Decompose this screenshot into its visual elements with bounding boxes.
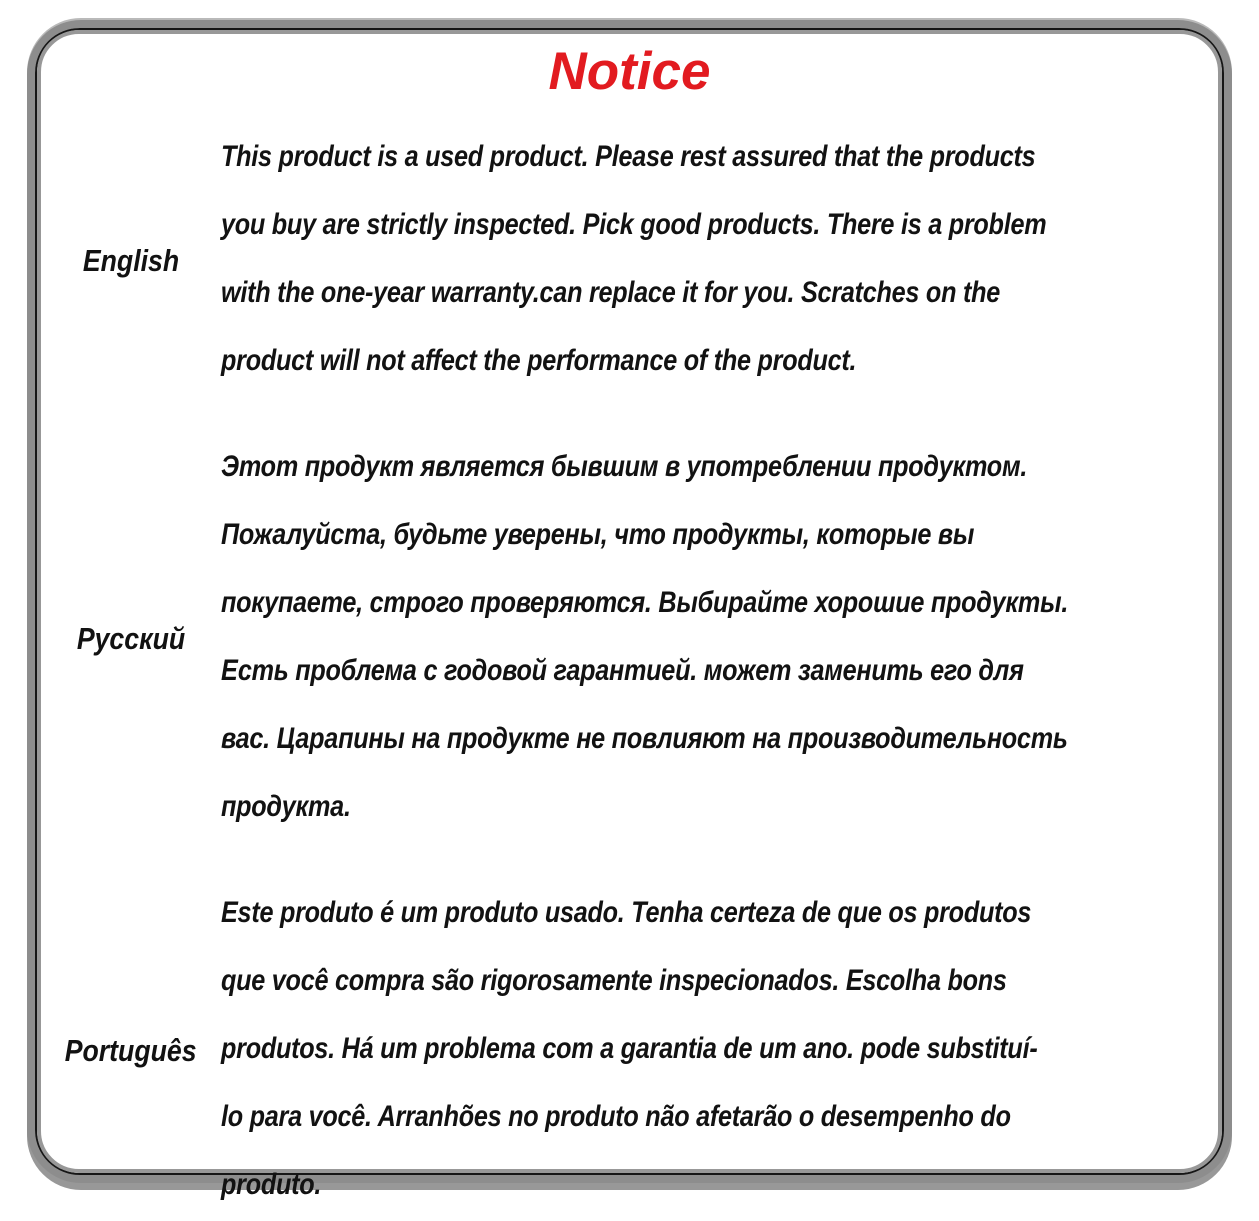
notice-line bbox=[221, 1153, 1193, 1221]
notice-frame bbox=[27, 20, 1232, 1201]
notice-line bbox=[221, 125, 1204, 193]
section-russian bbox=[41, 435, 1218, 843]
notice-line bbox=[221, 193, 1204, 261]
notice-line bbox=[221, 503, 1229, 571]
notice-line bbox=[221, 949, 1193, 1017]
section-portuguese bbox=[41, 881, 1218, 1221]
notice-line-text: produto. bbox=[221, 1168, 322, 1201]
section-text-russian bbox=[221, 435, 1259, 843]
notice-line-text: you buy are strictly inspected. Pick good products. There is a problem bbox=[221, 208, 1047, 241]
section-label-column bbox=[41, 125, 221, 397]
notice-line bbox=[221, 329, 1204, 397]
notice-line-text: product will not affect the performance of the product. bbox=[221, 344, 857, 377]
notice-line-text: with the one-year warranty.can replace it for you. Scratches on the bbox=[221, 276, 1001, 309]
notice-line-text: покупаете, строго проверяются. Выбирайте хорошие продукты. bbox=[221, 586, 1069, 619]
notice-line bbox=[221, 775, 1229, 843]
notice-frame-black-line bbox=[35, 28, 1224, 1201]
notice-line-text: вас. Царапины на продукте не повлияют на производительность bbox=[221, 722, 1068, 755]
notice-line-text: This product is a used product. Please rest assured that the products bbox=[221, 140, 1036, 173]
notice-line bbox=[221, 707, 1229, 775]
section-label-portuguese: Português bbox=[65, 1033, 197, 1068]
notice-line-text: Есть проблема с годовой гарантией. может заменить его для bbox=[221, 654, 1024, 687]
notice-line-text: Пожалуйста, будьте уверены, что продукты, которые вы bbox=[221, 518, 975, 551]
notice-line-text: lo para você. Arranhões no produto não afetarão o desempenho do bbox=[221, 1100, 1011, 1133]
notice-line bbox=[221, 435, 1229, 503]
section-label-russian: Русский bbox=[76, 621, 186, 656]
notice-line-text: produtos. Há um problema com a garantia de um ano. pode substituí- bbox=[221, 1032, 1038, 1065]
notice-title: Notice bbox=[548, 42, 711, 101]
notice-line bbox=[221, 1017, 1193, 1085]
section-english bbox=[41, 125, 1218, 397]
section-label-column bbox=[41, 435, 221, 843]
notice-line bbox=[221, 1085, 1193, 1153]
section-text-english bbox=[221, 125, 1234, 397]
section-label-english: English bbox=[82, 243, 180, 278]
notice-line bbox=[221, 881, 1193, 949]
notice-line-text: Este produto é um produto usado. Tenha certeza de que os produtos bbox=[221, 896, 1032, 929]
notice-line bbox=[221, 571, 1229, 639]
notice-line-text: que você compra são rigorosamente inspecionados. Escolha bons bbox=[221, 964, 1007, 997]
notice-line-text: Этот продукт является бывшим в употреблении продуктом. bbox=[221, 450, 1028, 483]
notice-line-text: продукта. bbox=[221, 790, 351, 823]
section-text-portuguese bbox=[221, 881, 1223, 1221]
notice-line bbox=[221, 261, 1204, 329]
notice-frame-inner-line bbox=[37, 30, 1222, 1201]
section-label-column bbox=[41, 881, 221, 1221]
notice-line bbox=[221, 639, 1229, 707]
